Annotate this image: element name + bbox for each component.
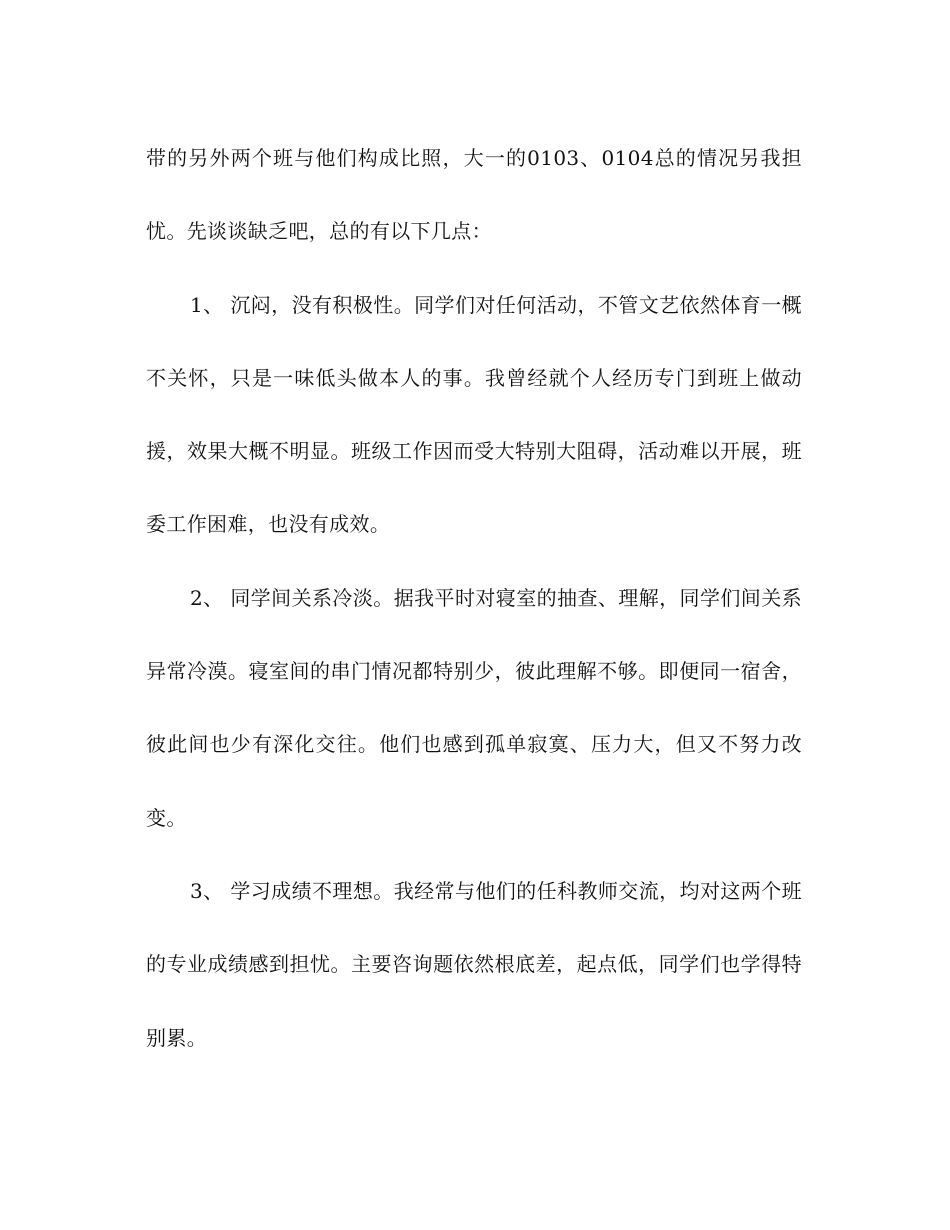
paragraph-point-3: 3、 学习成绩不理想。我经常与他们的任科教师交流，均对这两个班的专业成绩感到担忧。主要咨询题依然根底差，起点低，同学们也学得特别累。 [146, 878, 802, 1050]
paragraph-point-2: 2、 同学间关系冷淡。据我平时对寝室的抽查、理解，同学们间关系异常冷漠。寝室间的串门情况都特别少，彼此理解不够。即便同一宿舍，彼此间也少有深化交往。他们也感到孤单寂寞、压力大，但又不努力改变。 [146, 585, 802, 830]
document-body [146, 122, 802, 1075]
paragraph-intro: 带的另外两个班与他们构成比照，大一的0103、0104总的情况另我担忧。先谈谈缺乏吧，总的有以下几点： [146, 146, 802, 244]
paragraph-point-1: 1、 沉闷，没有积极性。同学们对任何活动，不管文艺依然体育一概不关怀，只是一味低头做本人的事。我曾经就个人经历专门到班上做动援，效果大概不明显。班级工作因而受大特别大阻碍，活动难以开展，班委工作困难，也没有成效。 [146, 292, 802, 537]
